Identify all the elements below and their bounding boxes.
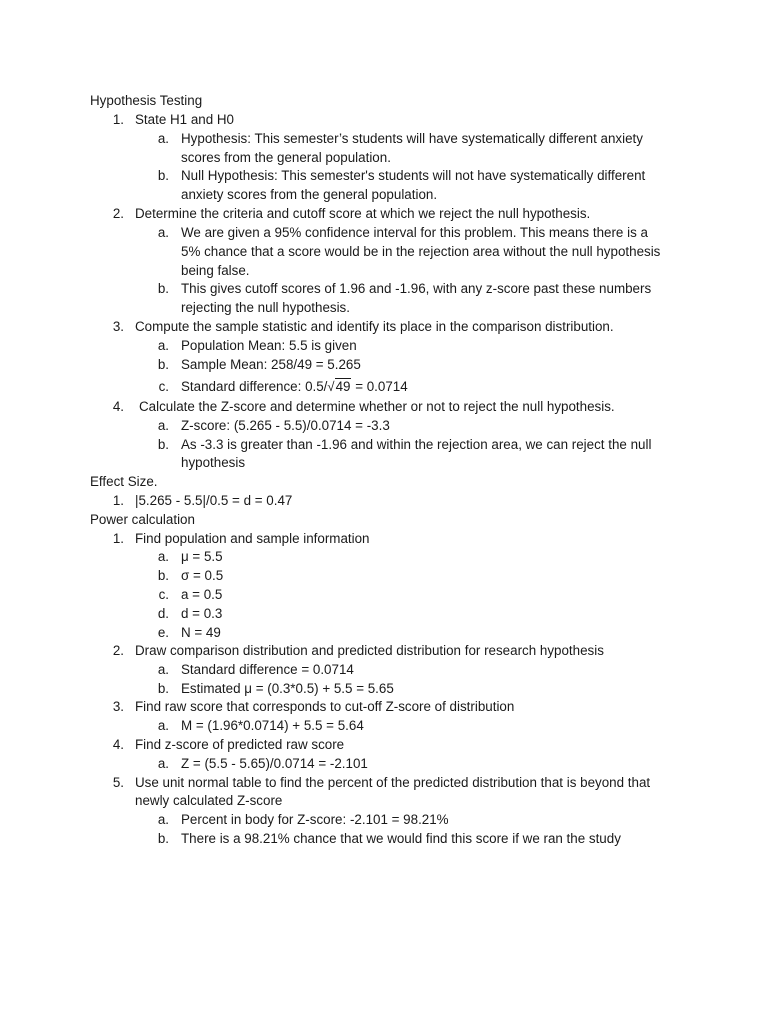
sublist-item-text: Population Mean: 5.5 is given: [181, 338, 357, 353]
sublist-marker: b.: [157, 568, 169, 583]
sublist-item-text: a = 0.5: [181, 587, 223, 602]
sublist-marker: b.: [157, 437, 169, 452]
list-item-text: newly calculated Z-score: [135, 793, 283, 808]
sublist-marker: e.: [157, 625, 169, 640]
sublist-marker: a.: [157, 225, 169, 240]
sublist-item-text: rejecting the null hypothesis.: [181, 300, 350, 315]
sublist-item-text: Estimated μ = (0.3*0.5) + 5.5 = 5.65: [181, 681, 394, 696]
sublist-item-text: σ = 0.5: [181, 568, 224, 583]
sublist-item-text: Null Hypothesis: This semester's students will not have systematically different: [181, 168, 646, 183]
sublist-marker: b.: [157, 357, 169, 372]
sublist-item-text: Z-score: (5.265 - 5.5)/0.0714 = -3.3: [181, 418, 390, 433]
list-number: 3.: [112, 319, 124, 334]
list-item-text: Find population and sample information: [135, 531, 370, 546]
list-item-text: Compute the sample statistic and identify its place in the comparison distribution.: [135, 319, 614, 334]
sublist-item-text: Hypothesis: This semester’s students will have systematically different anxiety: [181, 131, 643, 146]
list-item-text: Calculate the Z-score and determine whether or not to reject the null hypothesis.: [139, 399, 615, 414]
sublist-marker: c.: [158, 379, 169, 394]
sublist-item-text: Percent in body for Z-score: -2.101 = 98.21%: [181, 812, 449, 827]
list-item-text: Determine the criteria and cutoff score at which we reject the null hypothesis.: [135, 206, 591, 221]
formula-suffix: = 0.0714: [351, 379, 408, 394]
list-item-text: Find raw score that corresponds to cut-off Z-score of distribution: [135, 699, 515, 714]
sublist-marker: a.: [157, 756, 169, 771]
sublist-marker: b.: [157, 831, 169, 846]
sublist-marker: b.: [157, 168, 169, 183]
sublist-item-text: hypothesis: [181, 455, 246, 470]
sublist-item-text: anxiety scores from the general population.: [181, 187, 438, 202]
list-number: 5.: [112, 775, 124, 790]
sublist-item-text: μ = 5.5: [181, 549, 223, 564]
sublist-marker: a.: [157, 718, 169, 733]
sublist-item-text: We are given a 95% confidence interval for this problem. This means there is a: [181, 225, 648, 240]
sublist-item-text: As -3.3 is greater than -1.96 and within the rejection area, we can reject the null: [181, 437, 652, 452]
sublist-item-text: N = 49: [181, 625, 221, 640]
section-title-power-calculation: Power calculation: [90, 512, 195, 527]
square-root: [327, 378, 351, 396]
list-number: 1.: [112, 531, 124, 546]
sublist-item-text: 5% chance that a score would be in the rejection area without the null hypothesis: [181, 244, 661, 259]
sublist-marker: a.: [157, 131, 169, 146]
list-item-text: Use unit normal table to find the percent of the predicted distribution that is beyond that: [135, 775, 651, 790]
sublist-item-text: This gives cutoff scores of 1.96 and -1.96, with any z-score past these numbers: [181, 281, 652, 296]
sublist-item-text: scores from the general population.: [181, 150, 391, 165]
list-item-text: State H1 and H0: [135, 112, 235, 127]
sublist-marker: a.: [157, 662, 169, 677]
sublist-marker: c.: [158, 587, 169, 602]
sublist-marker: a.: [157, 418, 169, 433]
sublist-marker: a.: [157, 338, 169, 353]
sublist-item-text: being false.: [181, 263, 250, 278]
sublist-item-text: Z = (5.5 - 5.65)/0.0714 = -2.101: [181, 756, 368, 771]
list-item-text: Draw comparison distribution and predicted distribution for research hypothesis: [135, 643, 604, 658]
radicand: 49: [335, 379, 351, 394]
section-title-effect-size: Effect Size.: [90, 474, 158, 489]
list-number: 2.: [112, 206, 124, 221]
list-item-text: Find z-score of predicted raw score: [135, 737, 345, 752]
sublist-marker: a.: [157, 812, 169, 827]
list-number: 4.: [112, 399, 124, 414]
list-number: 3.: [112, 699, 124, 714]
section-title-hypothesis-testing: Hypothesis Testing: [90, 93, 203, 108]
sublist-item-standard-difference: [181, 378, 408, 396]
sublist-marker: a.: [157, 549, 169, 564]
sublist-marker: b.: [157, 281, 169, 296]
list-item-text: |5.265 - 5.5|/0.5 = d = 0.47: [135, 493, 293, 508]
list-number: 1.: [112, 493, 124, 508]
sublist-item-text: Standard difference = 0.0714: [181, 662, 354, 677]
list-number: 1.: [112, 112, 124, 127]
sublist-item-text: There is a 98.21% chance that we would find this score if we ran the study: [181, 831, 621, 846]
sublist-item-text: Sample Mean: 258/49 = 5.265: [181, 357, 361, 372]
list-number: 4.: [112, 737, 124, 752]
formula-prefix: Standard difference: 0.5/: [181, 379, 328, 394]
radical-sign: √: [327, 379, 335, 394]
sublist-item-text: d = 0.3: [181, 606, 223, 621]
sublist-item-text: M = (1.96*0.0714) + 5.5 = 5.64: [181, 718, 364, 733]
sublist-marker: d.: [157, 606, 169, 621]
sublist-marker: b.: [157, 681, 169, 696]
list-number: 2.: [112, 643, 124, 658]
